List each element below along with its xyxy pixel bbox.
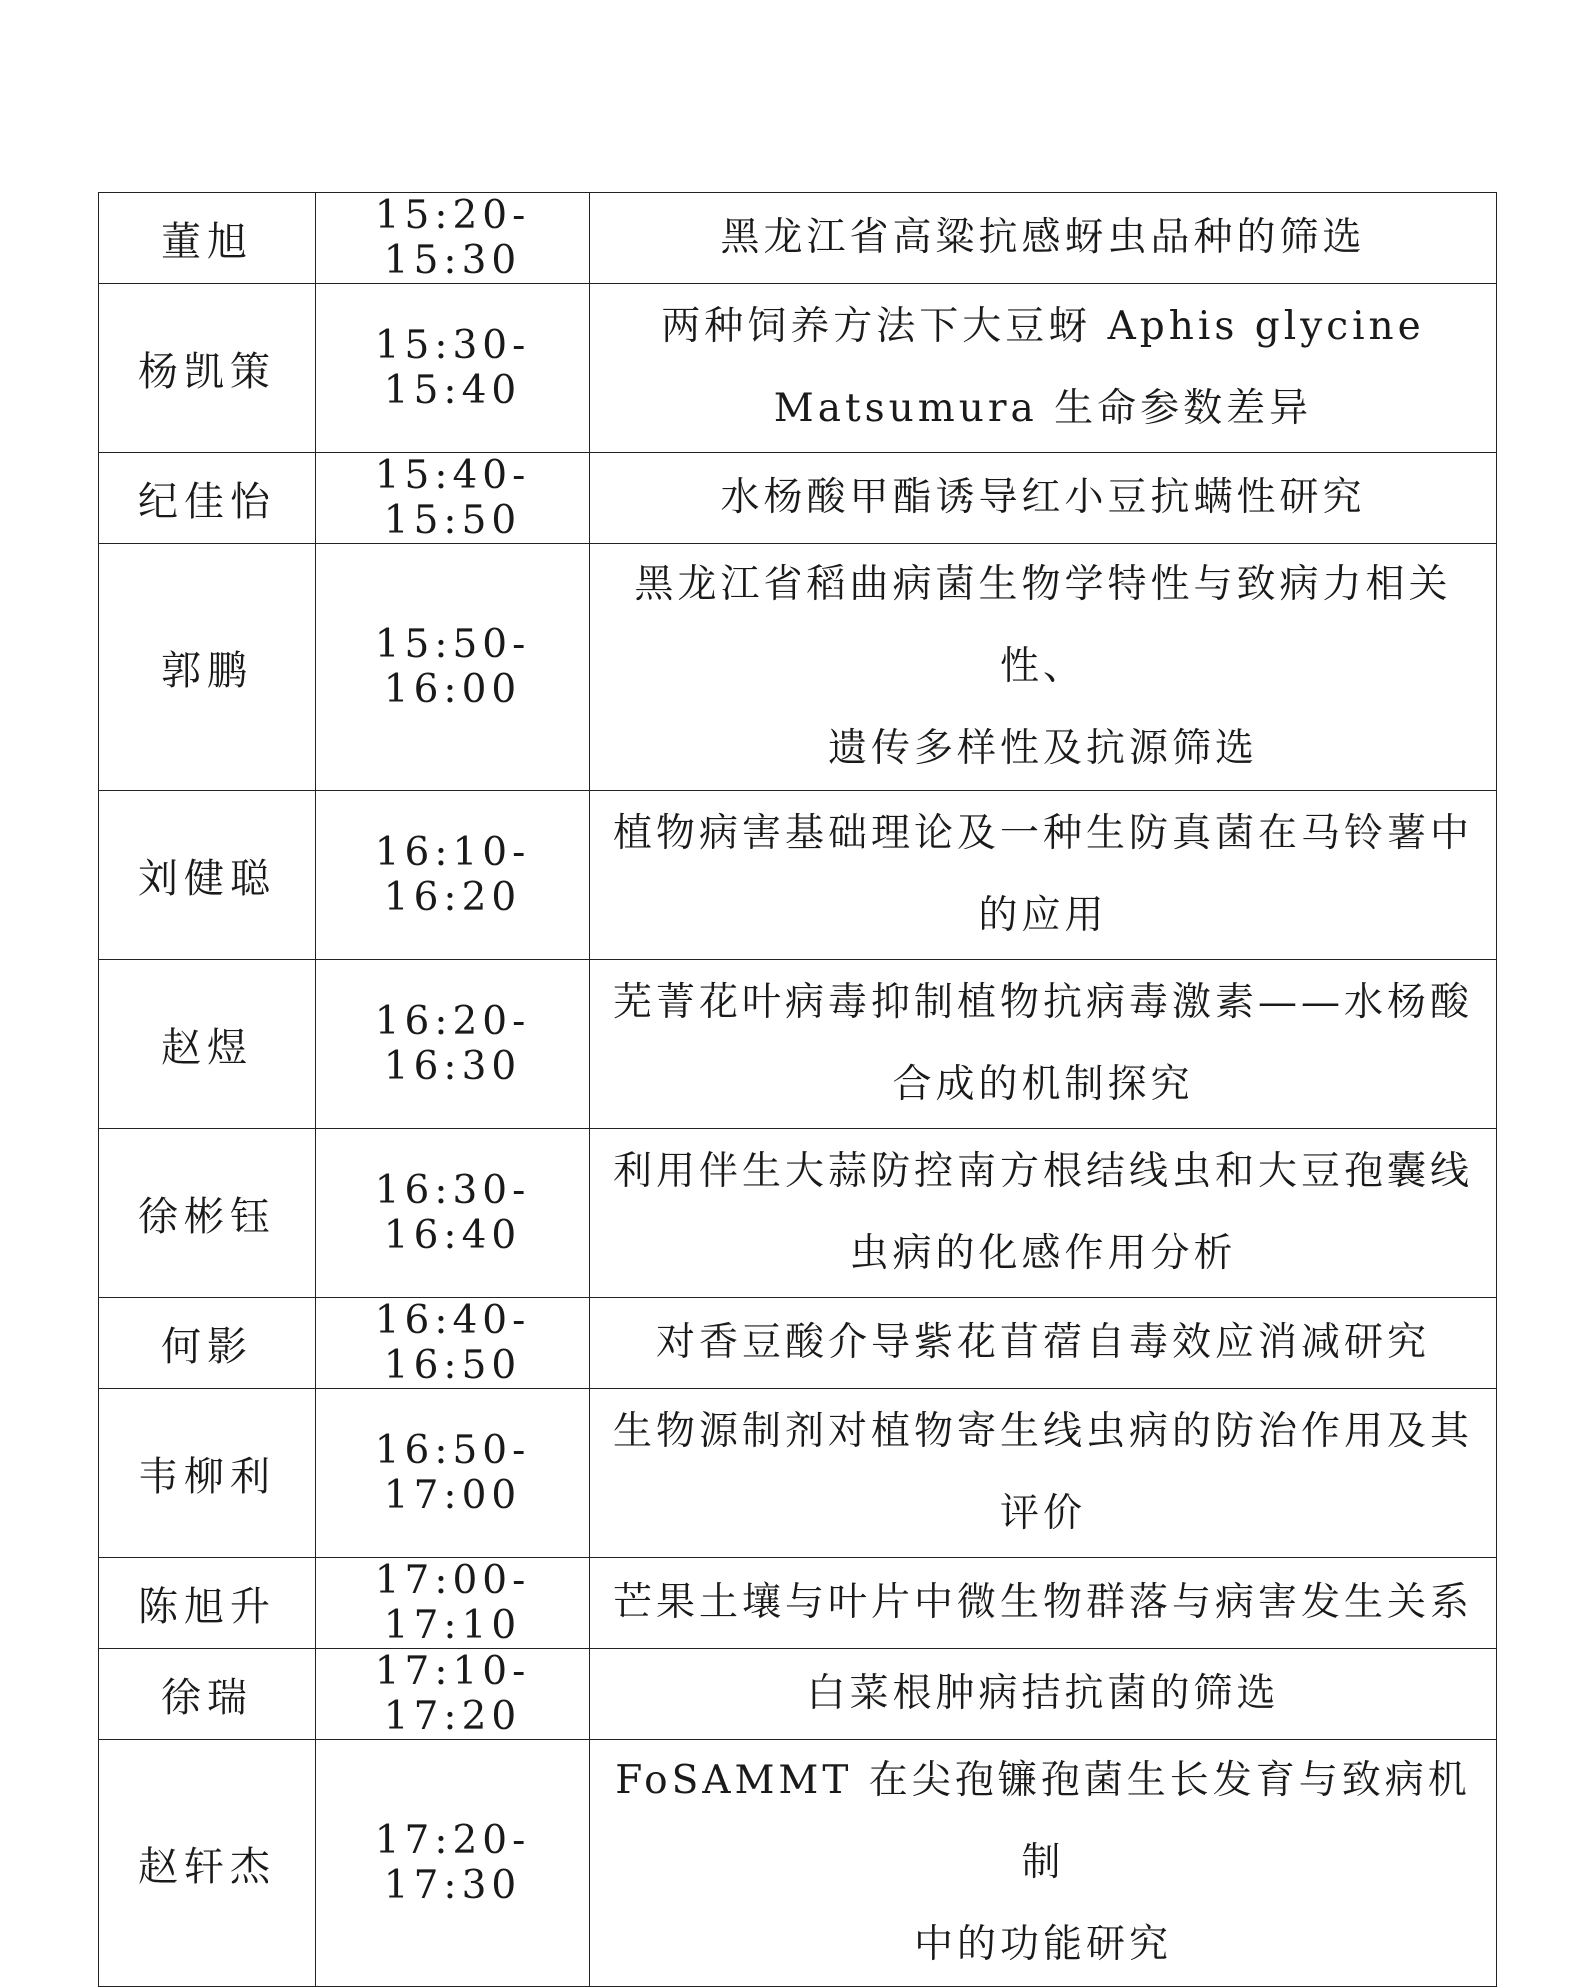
talk-topic xyxy=(590,544,1497,791)
time-slot: 16:20-16:30 xyxy=(316,960,590,1129)
topic-line: 中的功能研究 xyxy=(913,1922,1172,1967)
schedule-table xyxy=(98,192,1497,1987)
table-row xyxy=(99,453,1497,544)
time-slot: 16:40-16:50 xyxy=(316,1298,590,1389)
time-slot: 17:20-17:30 xyxy=(316,1740,590,1987)
topic-line: 两种饲养方法下大豆蚜 Aphis glycine xyxy=(661,304,1425,349)
topic-line: 对香豆酸介导紫花苜蓿自毒效应消减研究 xyxy=(655,1320,1430,1365)
time-slot: 16:50-17:00 xyxy=(316,1389,590,1558)
speaker-name: 徐瑞 xyxy=(99,1649,316,1740)
table-row xyxy=(99,1298,1497,1389)
time-slot: 15:20-15:30 xyxy=(316,193,590,284)
talk-topic xyxy=(590,193,1497,284)
speaker-name: 韦柳利 xyxy=(99,1389,316,1558)
topic-line: 芜菁花叶病毒抑制植物抗病毒激素——水杨酸 xyxy=(612,980,1473,1025)
talk-topic xyxy=(590,1389,1497,1558)
time-slot: 15:40-15:50 xyxy=(316,453,590,544)
talk-topic xyxy=(590,1129,1497,1298)
topic-line: 芒果土壤与叶片中微生物群落与病害发生关系 xyxy=(612,1580,1473,1625)
topic-line: 利用伴生大蒜防控南方根结线虫和大豆孢囊线 xyxy=(612,1149,1473,1194)
talk-topic xyxy=(590,960,1497,1129)
talk-topic xyxy=(590,1649,1497,1740)
topic-line: 合成的机制探究 xyxy=(892,1062,1194,1107)
speaker-name: 郭鹏 xyxy=(99,544,316,791)
table-row xyxy=(99,544,1497,791)
topic-line: 的应用 xyxy=(978,893,1108,938)
talk-topic xyxy=(590,1558,1497,1649)
topic-line: 黑龙江省稻曲病菌生物学特性与致病力相关性、 xyxy=(634,562,1452,689)
talk-topic xyxy=(590,1298,1497,1389)
time-slot: 16:30-16:40 xyxy=(316,1129,590,1298)
topic-line: 水杨酸甲酯诱导红小豆抗螨性研究 xyxy=(720,475,1366,520)
topic-line: 遗传多样性及抗源筛选 xyxy=(827,726,1258,771)
table-row xyxy=(99,1558,1497,1649)
time-slot: 15:50-16:00 xyxy=(316,544,590,791)
table-row xyxy=(99,193,1497,284)
speaker-name: 赵轩杰 xyxy=(99,1740,316,1987)
speaker-name: 陈旭升 xyxy=(99,1558,316,1649)
topic-line: 评价 xyxy=(999,1491,1086,1536)
table-row xyxy=(99,1649,1497,1740)
speaker-name: 纪佳怡 xyxy=(99,453,316,544)
table-row xyxy=(99,1389,1497,1558)
topic-line: 黑龙江省高粱抗感蚜虫品种的筛选 xyxy=(720,215,1366,260)
talk-topic xyxy=(590,791,1497,960)
schedule-body xyxy=(99,193,1497,1987)
speaker-name: 杨凯策 xyxy=(99,284,316,453)
time-slot: 17:00-17:10 xyxy=(316,1558,590,1649)
topic-line: FoSAMMT 在尖孢镰孢菌生长发育与致病机制 xyxy=(615,1758,1471,1885)
speaker-name: 徐彬钰 xyxy=(99,1129,316,1298)
speaker-name: 董旭 xyxy=(99,193,316,284)
time-slot: 15:30-15:40 xyxy=(316,284,590,453)
talk-topic xyxy=(590,284,1497,453)
table-row xyxy=(99,284,1497,453)
table-row xyxy=(99,791,1497,960)
talk-topic xyxy=(590,453,1497,544)
talk-topic xyxy=(590,1740,1497,1987)
speaker-name: 何影 xyxy=(99,1298,316,1389)
topic-line: Matsumura 生命参数差异 xyxy=(773,386,1313,431)
topic-line: 生物源制剂对植物寄生线虫病的防治作用及其 xyxy=(612,1409,1473,1454)
topic-line: 植物病害基础理论及一种生防真菌在马铃薯中 xyxy=(612,811,1473,856)
topic-line: 白菜根肿病拮抗菌的筛选 xyxy=(806,1671,1280,1716)
table-row xyxy=(99,1129,1497,1298)
time-slot: 17:10-17:20 xyxy=(316,1649,590,1740)
time-slot: 16:10-16:20 xyxy=(316,791,590,960)
table-row xyxy=(99,1740,1497,1987)
table-row xyxy=(99,960,1497,1129)
topic-line: 虫病的化感作用分析 xyxy=(849,1231,1237,1276)
speaker-name: 赵煜 xyxy=(99,960,316,1129)
speaker-name: 刘健聪 xyxy=(99,791,316,960)
